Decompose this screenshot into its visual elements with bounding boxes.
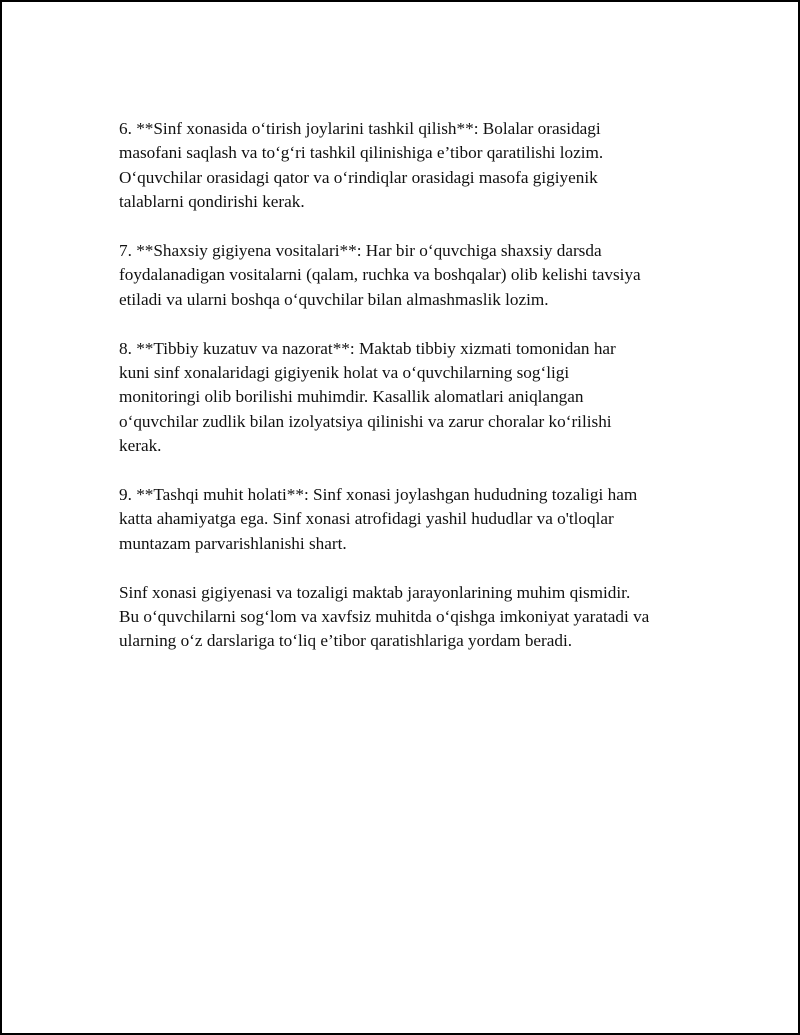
text-line: 8. **Tibbiy kuzatuv va nazorat**: Maktab tibbiy xizmati tomonidan har [119, 338, 616, 358]
text-line: Sinf xonasi gigiyenasi va tozaligi maktab jarayonlarining muhim qismidir. [119, 582, 631, 602]
text-line: 6. **Sinf xonasida o‘tirish joylarini tashkil qilish**: Bolalar orasidagi [119, 119, 601, 138]
text-line: muntazam parvarishlanishi shart. [119, 533, 347, 553]
text-line: 7. **Shaxsiy gigiyena vositalari**: Har bir o‘quvchiga shaxsiy darsda [119, 241, 602, 261]
paragraph-item-7 [119, 239, 709, 312]
text-line: kuni sinf xonalaridagi gigiyenik holat va o‘quvchilarning sog‘ligi [119, 363, 570, 383]
paragraph-item-9 [119, 483, 709, 556]
text-line: o‘quvchilar zudlik bilan izolyatsiya qilinishi va zarur choralar ko‘rilishi [119, 411, 612, 431]
text-line: kerak. [119, 436, 162, 456]
document-body [119, 117, 709, 678]
text-line: ularning o‘z darslariga to‘liq e’tibor qaratishlariga yordam beradi. [119, 631, 573, 651]
text-line: katta ahamiyatga ega. Sinf xonasi atrofidagi yashil hududlar va o'tloqlar [119, 509, 614, 529]
paragraph-item-8 [119, 337, 709, 459]
text-line: masofani saqlash va to‘g‘ri tashkil qilinishiga e’tibor qaratilishi lozim. [119, 143, 604, 163]
text-line: 9. **Tashqi muhit holati**: Sinf xonasi joylashgan hududning tozaligi ham [119, 485, 638, 505]
text-line: O‘quvchilar orasidagi qator va o‘rindiqlar orasidagi masofa gigiyenik [119, 167, 598, 187]
text-line: monitoringi olib borilishi muhimdir. Kasallik alomatlari aniqlangan [119, 387, 584, 407]
paragraph-conclusion [119, 581, 709, 654]
text-line: talablarni qondirishi kerak. [119, 192, 305, 212]
text-line: etiladi va ularni boshqa o‘quvchilar bilan almashmaslik lozim. [119, 289, 549, 309]
text-line: Bu o‘quvchilarni sog‘lom va xavfsiz muhitda o‘qishga imkoniyat yaratadi va [119, 607, 650, 627]
paragraph-item-6 [119, 117, 709, 215]
text-line: foydalanadigan vositalarni (qalam, ruchka va boshqalar) olib kelishi tavsiya [119, 265, 641, 285]
